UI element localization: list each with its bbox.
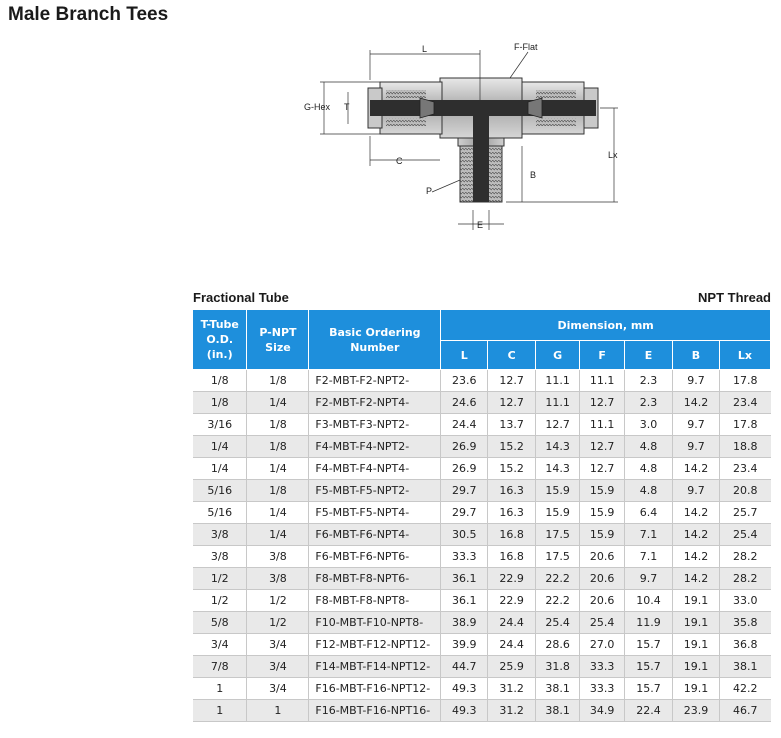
cell-f: 15.9 xyxy=(580,502,625,524)
header-dim-f: F xyxy=(580,341,625,370)
header-dim-b: B xyxy=(673,341,720,370)
cell-npt-size: 1/2 xyxy=(247,590,309,612)
table-row xyxy=(193,524,771,546)
cell-b: 9.7 xyxy=(673,436,720,458)
dim-label-l: L xyxy=(422,44,428,54)
cell-lx: 20.8 xyxy=(719,480,770,502)
cell-c: 25.9 xyxy=(488,656,536,678)
cell-e: 9.7 xyxy=(625,568,673,590)
cell-npt-size: 1/8 xyxy=(247,436,309,458)
cell-f: 15.9 xyxy=(580,480,625,502)
cell-b: 14.2 xyxy=(673,568,720,590)
table-row xyxy=(193,392,771,414)
cell-e: 22.4 xyxy=(625,700,673,722)
cell-tube-od: 1/8 xyxy=(193,370,247,392)
cell-ordering-number: F3-MBT-F3-NPT2- xyxy=(309,414,441,436)
cell-g: 11.1 xyxy=(536,370,580,392)
cell-e: 15.7 xyxy=(625,634,673,656)
cell-c: 16.3 xyxy=(488,502,536,524)
cell-ordering-number: F2-MBT-F2-NPT2- xyxy=(309,370,441,392)
cell-tube-od: 3/4 xyxy=(193,634,247,656)
dim-label-c: C xyxy=(396,156,403,166)
cell-l: 23.6 xyxy=(441,370,488,392)
cell-e: 4.8 xyxy=(625,458,673,480)
cell-c: 31.2 xyxy=(488,678,536,700)
cell-tube-od: 3/8 xyxy=(193,546,247,568)
cell-l: 26.9 xyxy=(441,458,488,480)
cell-tube-od: 1/2 xyxy=(193,568,247,590)
cell-c: 16.8 xyxy=(488,524,536,546)
table-row xyxy=(193,678,771,700)
cell-g: 28.6 xyxy=(536,634,580,656)
cell-ordering-number: F6-MBT-F6-NPT4- xyxy=(309,524,441,546)
cell-lx: 23.4 xyxy=(719,458,770,480)
cell-l: 24.4 xyxy=(441,414,488,436)
cell-b: 19.1 xyxy=(673,678,720,700)
cell-l: 49.3 xyxy=(441,700,488,722)
cell-b: 19.1 xyxy=(673,656,720,678)
cell-f: 11.1 xyxy=(580,370,625,392)
table-row xyxy=(193,656,771,678)
dim-label-t: T xyxy=(344,102,350,112)
cell-tube-od: 1/2 xyxy=(193,590,247,612)
header-dim-c: C xyxy=(488,341,536,370)
tee-drawing xyxy=(300,40,630,235)
cell-lx: 28.2 xyxy=(719,546,770,568)
cell-l: 26.9 xyxy=(441,436,488,458)
cell-e: 6.4 xyxy=(625,502,673,524)
table-body xyxy=(193,370,771,722)
table-row xyxy=(193,370,771,392)
cell-ordering-number: F12-MBT-F12-NPT12- xyxy=(309,634,441,656)
cell-e: 15.7 xyxy=(625,678,673,700)
cell-tube-od: 1/4 xyxy=(193,436,247,458)
cell-ordering-number: F8-MBT-F8-NPT6- xyxy=(309,568,441,590)
cell-f: 33.3 xyxy=(580,678,625,700)
cell-b: 14.2 xyxy=(673,392,720,414)
cell-tube-od: 1 xyxy=(193,700,247,722)
cell-npt-size: 3/4 xyxy=(247,634,309,656)
cell-npt-size: 1/8 xyxy=(247,414,309,436)
cell-tube-od: 1/4 xyxy=(193,458,247,480)
cell-npt-size: 1/2 xyxy=(247,612,309,634)
table-caption-fractional: Fractional Tube xyxy=(193,290,289,305)
cell-tube-od: 1 xyxy=(193,678,247,700)
cell-l: 38.9 xyxy=(441,612,488,634)
dim-label-g: G-Hex xyxy=(304,102,331,112)
cell-npt-size: 3/8 xyxy=(247,568,309,590)
cell-e: 11.9 xyxy=(625,612,673,634)
cell-tube-od: 7/8 xyxy=(193,656,247,678)
cell-b: 19.1 xyxy=(673,590,720,612)
cell-l: 29.7 xyxy=(441,480,488,502)
cell-g: 12.7 xyxy=(536,414,580,436)
dim-label-lx: Lx xyxy=(608,150,618,160)
cell-e: 10.4 xyxy=(625,590,673,612)
cell-tube-od: 1/8 xyxy=(193,392,247,414)
cell-g: 14.3 xyxy=(536,436,580,458)
cell-npt-size: 3/4 xyxy=(247,678,309,700)
cell-g: 22.2 xyxy=(536,568,580,590)
table-row xyxy=(193,480,771,502)
cell-c: 15.2 xyxy=(488,436,536,458)
cell-e: 7.1 xyxy=(625,524,673,546)
dim-label-b: B xyxy=(530,170,537,180)
cell-tube-od: 5/8 xyxy=(193,612,247,634)
table-row xyxy=(193,590,771,612)
cell-e: 4.8 xyxy=(625,436,673,458)
cell-f: 20.6 xyxy=(580,590,625,612)
cell-b: 9.7 xyxy=(673,480,720,502)
cell-e: 3.0 xyxy=(625,414,673,436)
cell-c: 12.7 xyxy=(488,392,536,414)
table-row xyxy=(193,502,771,524)
cell-npt-size: 1 xyxy=(247,700,309,722)
cell-g: 14.3 xyxy=(536,458,580,480)
header-dim-l: L xyxy=(441,341,488,370)
header-dimension: Dimension, mm xyxy=(441,310,771,341)
cell-e: 4.8 xyxy=(625,480,673,502)
cell-npt-size: 1/4 xyxy=(247,502,309,524)
cell-f: 12.7 xyxy=(580,458,625,480)
cell-l: 36.1 xyxy=(441,568,488,590)
cell-l: 36.1 xyxy=(441,590,488,612)
cell-ordering-number: F14-MBT-F14-NPT12- xyxy=(309,656,441,678)
cell-c: 22.9 xyxy=(488,590,536,612)
cell-npt-size: 1/4 xyxy=(247,524,309,546)
cell-npt-size: 1/8 xyxy=(247,370,309,392)
cell-f: 33.3 xyxy=(580,656,625,678)
cell-l: 33.3 xyxy=(441,546,488,568)
cell-g: 15.9 xyxy=(536,502,580,524)
cell-l: 30.5 xyxy=(441,524,488,546)
cell-b: 14.2 xyxy=(673,458,720,480)
cell-ordering-number: F16-MBT-F16-NPT16- xyxy=(309,700,441,722)
header-tube-od: T-Tube O.D. (in.) xyxy=(193,310,247,370)
cell-ordering-number: F8-MBT-F8-NPT8- xyxy=(309,590,441,612)
header-npt-size: P-NPT Size xyxy=(247,310,309,370)
cell-lx: 35.8 xyxy=(719,612,770,634)
cell-l: 29.7 xyxy=(441,502,488,524)
cell-e: 15.7 xyxy=(625,656,673,678)
cell-ordering-number: F4-MBT-F4-NPT4- xyxy=(309,458,441,480)
cell-c: 16.3 xyxy=(488,480,536,502)
cell-e: 7.1 xyxy=(625,546,673,568)
cell-lx: 38.1 xyxy=(719,656,770,678)
cell-lx: 25.7 xyxy=(719,502,770,524)
cell-lx: 36.8 xyxy=(719,634,770,656)
cell-lx: 42.2 xyxy=(719,678,770,700)
table-row xyxy=(193,414,771,436)
cell-g: 15.9 xyxy=(536,480,580,502)
cell-g: 38.1 xyxy=(536,678,580,700)
cell-npt-size: 3/8 xyxy=(247,546,309,568)
header-ordering-number: Basic Ordering Number xyxy=(309,310,441,370)
cell-npt-size: 1/4 xyxy=(247,392,309,414)
cell-tube-od: 5/16 xyxy=(193,480,247,502)
cell-ordering-number: F5-MBT-F5-NPT4- xyxy=(309,502,441,524)
cell-e: 2.3 xyxy=(625,370,673,392)
header-dim-e: E xyxy=(625,341,673,370)
cell-g: 31.8 xyxy=(536,656,580,678)
cell-l: 39.9 xyxy=(441,634,488,656)
cell-b: 14.2 xyxy=(673,502,720,524)
dim-label-e: E xyxy=(477,220,484,230)
cell-b: 23.9 xyxy=(673,700,720,722)
dim-label-p: P xyxy=(426,186,433,196)
cell-ordering-number: F16-MBT-F16-NPT12- xyxy=(309,678,441,700)
table-caption-npt: NPT Thread xyxy=(698,290,771,305)
cell-f: 12.7 xyxy=(580,392,625,414)
cell-tube-od: 5/16 xyxy=(193,502,247,524)
cell-c: 24.4 xyxy=(488,634,536,656)
cell-g: 22.2 xyxy=(536,590,580,612)
table-row xyxy=(193,700,771,722)
cell-lx: 28.2 xyxy=(719,568,770,590)
cell-lx: 23.4 xyxy=(719,392,770,414)
cell-b: 14.2 xyxy=(673,524,720,546)
cell-f: 20.6 xyxy=(580,546,625,568)
table-row xyxy=(193,546,771,568)
cell-f: 25.4 xyxy=(580,612,625,634)
cell-lx: 33.0 xyxy=(719,590,770,612)
cell-l: 24.6 xyxy=(441,392,488,414)
table-row xyxy=(193,568,771,590)
cell-ordering-number: F2-MBT-F2-NPT4- xyxy=(309,392,441,414)
cell-npt-size: 1/8 xyxy=(247,480,309,502)
cell-g: 17.5 xyxy=(536,546,580,568)
cell-ordering-number: F10-MBT-F10-NPT8- xyxy=(309,612,441,634)
page-title: Male Branch Tees xyxy=(8,4,169,25)
cell-tube-od: 3/16 xyxy=(193,414,247,436)
cell-npt-size: 3/4 xyxy=(247,656,309,678)
cell-g: 17.5 xyxy=(536,524,580,546)
cell-c: 12.7 xyxy=(488,370,536,392)
cell-f: 12.7 xyxy=(580,436,625,458)
header-dim-g: G xyxy=(536,341,580,370)
cell-b: 19.1 xyxy=(673,612,720,634)
cell-b: 9.7 xyxy=(673,414,720,436)
cell-lx: 46.7 xyxy=(719,700,770,722)
cell-npt-size: 1/4 xyxy=(247,458,309,480)
cell-b: 19.1 xyxy=(673,634,720,656)
cell-ordering-number: F4-MBT-F4-NPT2- xyxy=(309,436,441,458)
cell-c: 15.2 xyxy=(488,458,536,480)
cell-l: 49.3 xyxy=(441,678,488,700)
cell-g: 38.1 xyxy=(536,700,580,722)
cell-c: 16.8 xyxy=(488,546,536,568)
cell-b: 14.2 xyxy=(673,546,720,568)
table-row xyxy=(193,612,771,634)
table-row xyxy=(193,458,771,480)
cell-l: 44.7 xyxy=(441,656,488,678)
cell-f: 20.6 xyxy=(580,568,625,590)
cell-ordering-number: F6-MBT-F6-NPT6- xyxy=(309,546,441,568)
cell-f: 11.1 xyxy=(580,414,625,436)
cell-g: 11.1 xyxy=(536,392,580,414)
cell-g: 25.4 xyxy=(536,612,580,634)
cell-tube-od: 3/8 xyxy=(193,524,247,546)
dimension-table xyxy=(193,310,771,722)
cell-f: 15.9 xyxy=(580,524,625,546)
cell-e: 2.3 xyxy=(625,392,673,414)
cell-c: 24.4 xyxy=(488,612,536,634)
header-dim-lx: Lx xyxy=(719,341,770,370)
cell-lx: 25.4 xyxy=(719,524,770,546)
cell-ordering-number: F5-MBT-F5-NPT2- xyxy=(309,480,441,502)
dim-label-f: F-Flat xyxy=(514,42,538,52)
cell-lx: 17.8 xyxy=(719,370,770,392)
cell-c: 22.9 xyxy=(488,568,536,590)
cell-f: 34.9 xyxy=(580,700,625,722)
cell-lx: 17.8 xyxy=(719,414,770,436)
table-row xyxy=(193,634,771,656)
cell-f: 27.0 xyxy=(580,634,625,656)
table-row xyxy=(193,436,771,458)
cell-b: 9.7 xyxy=(673,370,720,392)
cell-lx: 18.8 xyxy=(719,436,770,458)
cell-c: 13.7 xyxy=(488,414,536,436)
cell-c: 31.2 xyxy=(488,700,536,722)
